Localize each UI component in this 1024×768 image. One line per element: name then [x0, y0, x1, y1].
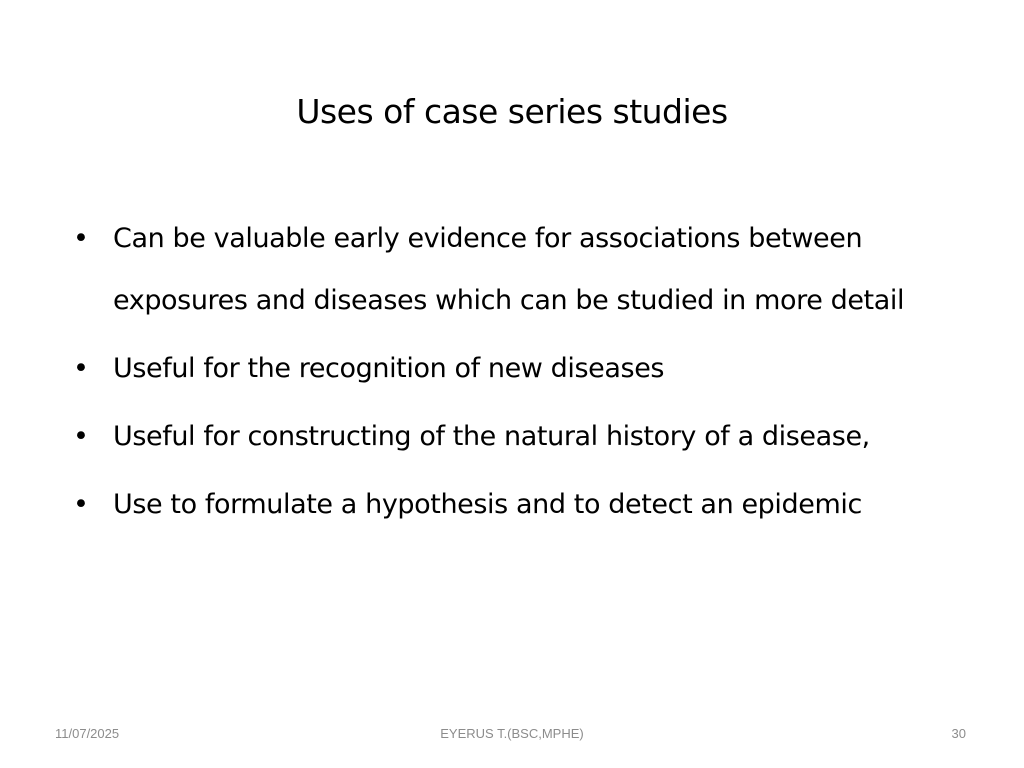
- bullet-text: Use to formulate a hypothesis and to detect an epidemic: [113, 489, 862, 520]
- bullet-text: Useful for constructing of the natural history of a disease,: [113, 421, 870, 452]
- bullet-marker: •: [73, 421, 89, 452]
- bullet-text: Can be valuable early evidence for associations between exposures and diseases which can be studied in more detail: [113, 223, 905, 316]
- bullet-item: [70, 474, 970, 536]
- footer-date: 11/07/2025: [55, 726, 120, 741]
- footer-page-number: 30: [951, 726, 966, 741]
- bullet-text: Useful for the recognition of new diseases: [113, 353, 665, 384]
- bullet-marker: •: [73, 489, 89, 520]
- bullet-item: [70, 338, 970, 400]
- bullet-marker: •: [73, 223, 89, 254]
- bullet-item: [70, 406, 970, 468]
- bullet-list: [70, 208, 970, 542]
- bullet-marker: •: [73, 353, 89, 384]
- bullet-item: [70, 208, 970, 332]
- slide-title: Uses of case series studies: [296, 92, 728, 131]
- footer-author: EYERUS T.(BSC,MPHE): [440, 726, 584, 741]
